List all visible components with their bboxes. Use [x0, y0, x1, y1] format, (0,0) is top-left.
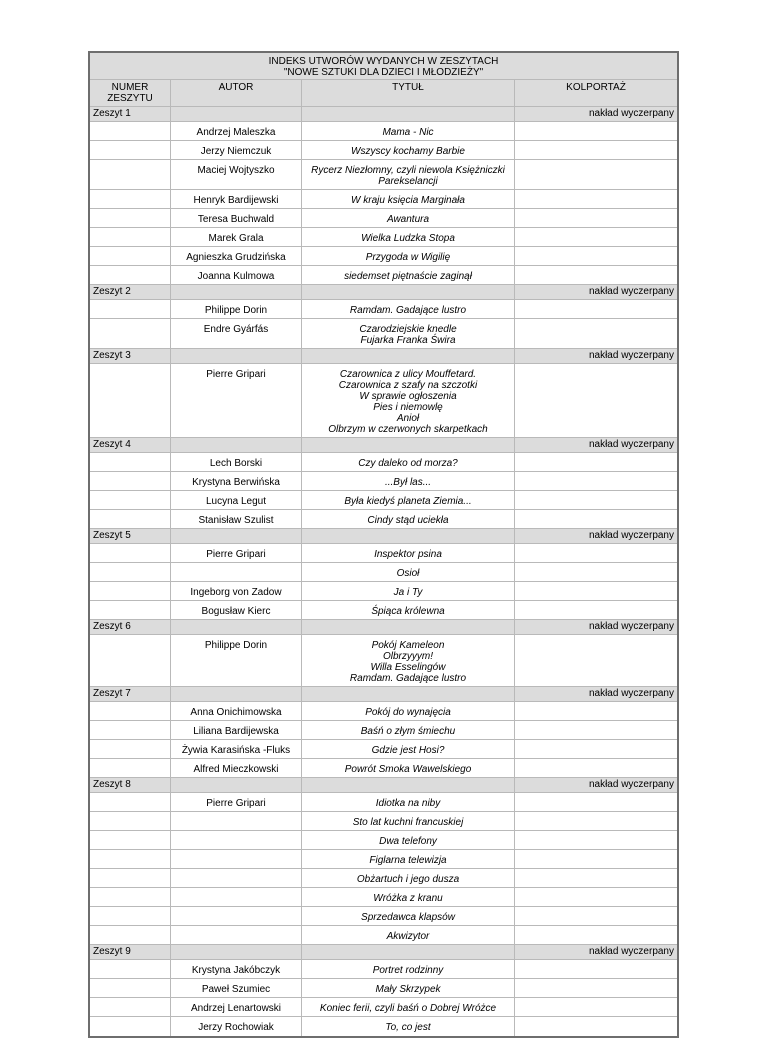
entry-kolportaz-empty [515, 888, 677, 906]
table-row [90, 926, 677, 945]
table-row [90, 491, 677, 510]
header-autor: AUTOR [170, 80, 301, 106]
entry-author: Teresa Buchwald [170, 209, 301, 227]
issue-label: Zeszyt 8 [93, 779, 131, 790]
entry-author: Philippe Dorin [170, 300, 301, 318]
table-row [90, 247, 677, 266]
entry-title: Pokój Kameleon Olbrzyyym! Willa Esselingów Ramdam. Gadające lustro [301, 635, 515, 686]
table-row [90, 831, 677, 850]
entry-title: To, co jest [301, 1017, 515, 1036]
entry-author: Żywia Karasińska -Fluks [170, 740, 301, 758]
entry-kolportaz-empty [515, 472, 677, 490]
issue-title-empty [301, 438, 515, 452]
entry-number-empty [90, 907, 170, 925]
entry-number-empty [90, 582, 170, 600]
table-row [90, 740, 677, 759]
entry-title: Mama - Nic [301, 122, 515, 140]
entry-number-empty [90, 635, 170, 686]
entry-kolportaz-empty [515, 960, 677, 978]
entry-number-empty [90, 228, 170, 246]
entry-number-empty [90, 1017, 170, 1036]
table-row [90, 812, 677, 831]
entry-number-empty [90, 160, 170, 189]
entry-kolportaz-empty [515, 228, 677, 246]
entry-author [170, 563, 301, 581]
entry-title: Cindy stąd uciekła [301, 510, 515, 528]
entry-number-empty [90, 247, 170, 265]
entry-number-empty [90, 740, 170, 758]
entry-title: Obżartuch i jego dusza [301, 869, 515, 887]
entry-number-empty [90, 190, 170, 208]
table-row [90, 319, 677, 349]
table-row [90, 869, 677, 888]
entry-author: Liliana Bardijewska [170, 721, 301, 739]
entry-author [170, 926, 301, 944]
entry-kolportaz-empty [515, 1017, 677, 1036]
entry-author: Krystyna Jakóbczyk [170, 960, 301, 978]
entry-kolportaz-empty [515, 812, 677, 830]
entry-author: Jerzy Niemczuk [170, 141, 301, 159]
entry-title: Sto lat kuchni francuskiej [301, 812, 515, 830]
table-row [90, 228, 677, 247]
issue-status: nakład wyczerpany [588, 350, 674, 361]
entry-kolportaz-empty [515, 582, 677, 600]
table-row [90, 300, 677, 319]
table-row [90, 635, 677, 687]
entry-number-empty [90, 702, 170, 720]
entry-kolportaz-empty [515, 907, 677, 925]
issue-row [90, 349, 677, 364]
issue-title-empty [301, 778, 515, 792]
entry-number-empty [90, 491, 170, 509]
issue-status: nakład wyczerpany [588, 946, 674, 957]
table-row [90, 364, 677, 438]
issue-label: Zeszyt 9 [93, 946, 131, 957]
issue-title-empty [301, 945, 515, 959]
issue-row [90, 687, 677, 702]
entry-number-empty [90, 869, 170, 887]
table-row [90, 190, 677, 209]
entry-title: Pokój do wynajęcia [301, 702, 515, 720]
entry-kolportaz-empty [515, 998, 677, 1016]
entry-number-empty [90, 960, 170, 978]
entry-author: Maciej Wojtyszko [170, 160, 301, 189]
issue-author-empty [170, 438, 301, 452]
entry-title: Rycerz Niezłomny, czyli niewola Księżniczki Parekselancji [301, 160, 515, 189]
title-line-1: INDEKS UTWORÓW WYDANYCH W ZESZYTACH [268, 56, 499, 67]
entry-title: Czy daleko od morza? [301, 453, 515, 471]
table-row [90, 266, 677, 285]
issue-row [90, 107, 677, 122]
entry-kolportaz-empty [515, 831, 677, 849]
entry-author: Ingeborg von Zadow [170, 582, 301, 600]
header-tytul: TYTUŁ [301, 80, 515, 106]
issue-label: Zeszyt 5 [93, 530, 131, 541]
entry-title: Wielka Ludzka Stopa [301, 228, 515, 246]
entry-author: Endre Gyárfás [170, 319, 301, 348]
entry-number-empty [90, 544, 170, 562]
entry-title: Gdzie jest Hosi? [301, 740, 515, 758]
header-numer: NUMER ZESZYTU [107, 82, 153, 104]
entry-author: Paweł Szumiec [170, 979, 301, 997]
entry-title: Koniec ferii, czyli baśń o Dobrej Wróżce [301, 998, 515, 1016]
issue-title-empty [301, 529, 515, 543]
issue-status: nakład wyczerpany [588, 530, 674, 541]
issue-label: Zeszyt 2 [93, 286, 131, 297]
entry-kolportaz-empty [515, 141, 677, 159]
table-body [90, 107, 677, 1036]
entry-author: Joanna Kulmowa [170, 266, 301, 284]
entry-author: Anna Onichimowska [170, 702, 301, 720]
entry-number-empty [90, 209, 170, 227]
issue-title-empty [301, 687, 515, 701]
entry-number-empty [90, 266, 170, 284]
table-row [90, 563, 677, 582]
table-row [90, 472, 677, 491]
entry-title: Portret rodzinny [301, 960, 515, 978]
entry-author: Agnieszka Grudzińska [170, 247, 301, 265]
entry-kolportaz-empty [515, 122, 677, 140]
entry-kolportaz-empty [515, 635, 677, 686]
issue-status: nakład wyczerpany [588, 286, 674, 297]
entry-title: Czarownica z ulicy Mouffetard. Czarownica z szafy na szczotki W sprawie ogłoszenia Pies i niemowlę Anioł Olbrzym w czerwonych skarpetkach [301, 364, 515, 437]
entry-author: Pierre Gripari [170, 544, 301, 562]
entry-kolportaz-empty [515, 793, 677, 811]
issue-author-empty [170, 349, 301, 363]
entry-author [170, 850, 301, 868]
entry-title: Wszyscy kochamy Barbie [301, 141, 515, 159]
entry-number-empty [90, 793, 170, 811]
entry-title: Mały Skrzypek [301, 979, 515, 997]
entry-title: Dwa telefony [301, 831, 515, 849]
table-row [90, 960, 677, 979]
entry-number-empty [90, 122, 170, 140]
entry-kolportaz-empty [515, 319, 677, 348]
entry-kolportaz-empty [515, 721, 677, 739]
entry-title: Czarodziejskie knedle Fujarka Franka Świra [301, 319, 515, 348]
entry-kolportaz-empty [515, 601, 677, 619]
entry-number-empty [90, 998, 170, 1016]
issue-row [90, 778, 677, 793]
table-row [90, 141, 677, 160]
table-row [90, 601, 677, 620]
table-row [90, 544, 677, 563]
table-row [90, 702, 677, 721]
entry-kolportaz-empty [515, 926, 677, 944]
issue-row [90, 285, 677, 300]
entry-title: Idiotka na niby [301, 793, 515, 811]
entry-title: Sprzedawca klapsów [301, 907, 515, 925]
issue-label: Zeszyt 3 [93, 350, 131, 361]
entry-author [170, 812, 301, 830]
entry-kolportaz-empty [515, 979, 677, 997]
entry-kolportaz-empty [515, 702, 677, 720]
entry-kolportaz-empty [515, 544, 677, 562]
table-title [90, 53, 677, 80]
table-row [90, 160, 677, 190]
entry-author: Andrzej Lenartowski [170, 998, 301, 1016]
issue-author-empty [170, 620, 301, 634]
entry-kolportaz-empty [515, 266, 677, 284]
table-header [90, 80, 677, 107]
table-row [90, 510, 677, 529]
entry-title: Była kiedyś planeta Ziemia... [301, 491, 515, 509]
entry-number-empty [90, 759, 170, 777]
entry-number-empty [90, 453, 170, 471]
entry-author: Philippe Dorin [170, 635, 301, 686]
issue-row [90, 945, 677, 960]
entry-number-empty [90, 850, 170, 868]
entry-number-empty [90, 364, 170, 437]
entry-title: Awantura [301, 209, 515, 227]
entry-title: Powrót Smoka Wawelskiego [301, 759, 515, 777]
entry-kolportaz-empty [515, 510, 677, 528]
entry-number-empty [90, 721, 170, 739]
entry-number-empty [90, 472, 170, 490]
issue-author-empty [170, 687, 301, 701]
entry-title: Osioł [301, 563, 515, 581]
table-row [90, 209, 677, 228]
table-row [90, 1017, 677, 1036]
issue-row [90, 529, 677, 544]
issue-title-empty [301, 107, 515, 121]
entry-author: Lucyna Legut [170, 491, 301, 509]
table-row [90, 907, 677, 926]
table-row [90, 453, 677, 472]
entry-kolportaz-empty [515, 491, 677, 509]
entry-number-empty [90, 831, 170, 849]
issue-label: Zeszyt 1 [93, 108, 131, 119]
issue-label: Zeszyt 4 [93, 439, 131, 450]
entry-author [170, 869, 301, 887]
issue-status: nakład wyczerpany [588, 621, 674, 632]
entry-author [170, 831, 301, 849]
entry-number-empty [90, 979, 170, 997]
issue-title-empty [301, 620, 515, 634]
table-row [90, 759, 677, 778]
entry-number-empty [90, 319, 170, 348]
entry-title: ...Był las... [301, 472, 515, 490]
entry-author: Marek Grala [170, 228, 301, 246]
index-table [88, 51, 679, 1038]
entry-kolportaz-empty [515, 364, 677, 437]
entry-title: Baśń o złym śmiechu [301, 721, 515, 739]
entry-author: Lech Borski [170, 453, 301, 471]
entry-number-empty [90, 141, 170, 159]
entry-kolportaz-empty [515, 160, 677, 189]
entry-author: Alfred Mieczkowski [170, 759, 301, 777]
title-line-2: "NOWE SZTUKI DLA DZIECI I MŁODZIEŻY" [283, 67, 484, 78]
entry-author [170, 888, 301, 906]
issue-row [90, 438, 677, 453]
entry-author: Pierre Gripari [170, 793, 301, 811]
table-row [90, 721, 677, 740]
entry-author: Krystyna Berwińska [170, 472, 301, 490]
entry-title: Ja i Ty [301, 582, 515, 600]
issue-status: nakład wyczerpany [588, 688, 674, 699]
entry-title: Przygoda w Wigilię [301, 247, 515, 265]
entry-author [170, 907, 301, 925]
entry-kolportaz-empty [515, 563, 677, 581]
issue-label: Zeszyt 7 [93, 688, 131, 699]
table-row [90, 582, 677, 601]
table-row [90, 979, 677, 998]
issue-row [90, 620, 677, 635]
entry-kolportaz-empty [515, 869, 677, 887]
issue-title-empty [301, 349, 515, 363]
entry-number-empty [90, 888, 170, 906]
entry-kolportaz-empty [515, 209, 677, 227]
entry-title: Wróżka z kranu [301, 888, 515, 906]
entry-kolportaz-empty [515, 759, 677, 777]
entry-kolportaz-empty [515, 300, 677, 318]
table-row [90, 998, 677, 1017]
entry-number-empty [90, 510, 170, 528]
entry-number-empty [90, 926, 170, 944]
entry-number-empty [90, 601, 170, 619]
issue-title-empty [301, 285, 515, 299]
entry-number-empty [90, 563, 170, 581]
entry-kolportaz-empty [515, 247, 677, 265]
entry-kolportaz-empty [515, 190, 677, 208]
entry-number-empty [90, 300, 170, 318]
entry-kolportaz-empty [515, 453, 677, 471]
entry-author: Jerzy Rochowiak [170, 1017, 301, 1036]
table-row [90, 793, 677, 812]
entry-title: W kraju księcia Marginała [301, 190, 515, 208]
entry-author: Pierre Gripari [170, 364, 301, 437]
issue-author-empty [170, 529, 301, 543]
entry-title: Figlarna telewizja [301, 850, 515, 868]
table-row [90, 888, 677, 907]
entry-number-empty [90, 812, 170, 830]
issue-status: nakład wyczerpany [588, 439, 674, 450]
table-row [90, 122, 677, 141]
entry-author: Bogusław Kierc [170, 601, 301, 619]
issue-author-empty [170, 945, 301, 959]
entry-author: Henryk Bardijewski [170, 190, 301, 208]
entry-title: Śpiąca królewna [301, 601, 515, 619]
entry-title: Inspektor psina [301, 544, 515, 562]
entry-author: Stanisław Szulist [170, 510, 301, 528]
issue-status: nakład wyczerpany [588, 108, 674, 119]
issue-author-empty [170, 778, 301, 792]
issue-status: nakład wyczerpany [588, 779, 674, 790]
entry-author: Andrzej Maleszka [170, 122, 301, 140]
header-kolportaz: KOLPORTAŻ [566, 82, 626, 93]
issue-author-empty [170, 285, 301, 299]
entry-kolportaz-empty [515, 850, 677, 868]
entry-title: siedemset piętnaście zaginął [301, 266, 515, 284]
issue-label: Zeszyt 6 [93, 621, 131, 632]
entry-kolportaz-empty [515, 740, 677, 758]
issue-author-empty [170, 107, 301, 121]
table-row [90, 850, 677, 869]
entry-title: Ramdam. Gadające lustro [301, 300, 515, 318]
entry-title: Akwizytor [301, 926, 515, 944]
